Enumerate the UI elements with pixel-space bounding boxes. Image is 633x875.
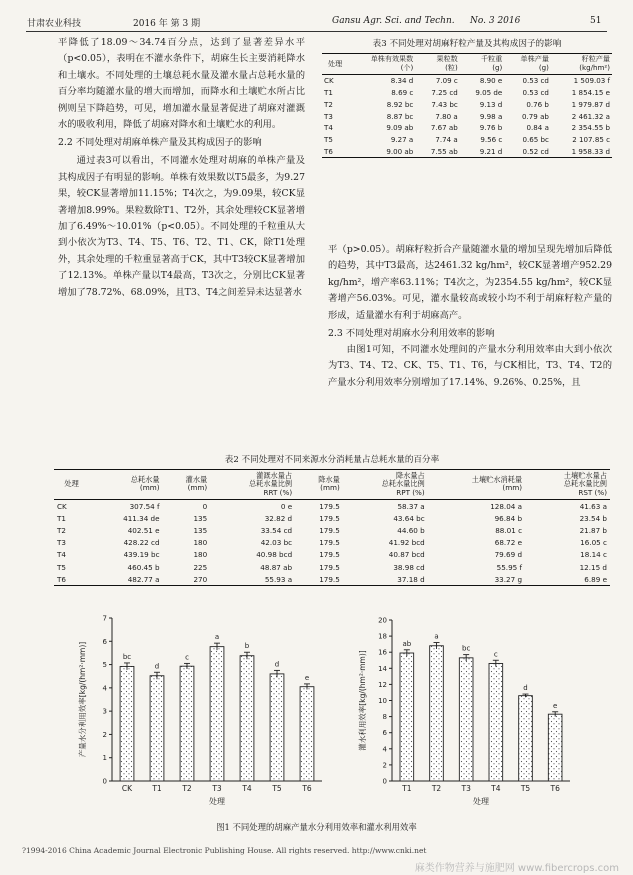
- table3-header-1: 单株有效果数 (个): [348, 54, 415, 75]
- watermark: 麻类作物营养与施肥网 www.fibercrops.com: [414, 863, 619, 874]
- table-cell: 9.21 d: [460, 145, 505, 157]
- table-row: [54, 499, 610, 512]
- bar: [519, 696, 533, 781]
- right-para-1: 平（p>0.05）。胡麻籽粒折合产量随灌水量的增加呈现先增加后降低的趋势，其中T3最高，达2461.32 kg/hm²，较CK显著增产952.29 kg/hm²，增产率63.11%；T4次之，为2354.55 kg/hm²，较CK显著增产56.03%。可见，灌水量较高或较小均不利于胡麻籽粒产量的形成，适量灌水有利于胡麻高产。: [328, 244, 612, 321]
- table-row: [322, 87, 612, 99]
- table-cell: 88.01 c: [495, 525, 523, 535]
- table-row: [322, 98, 612, 110]
- x-tick-label: T3: [212, 784, 222, 793]
- table3-header-4: 单株产量 (g): [504, 54, 551, 75]
- bar: [120, 666, 134, 781]
- table-cell: 68.72 e: [494, 538, 523, 548]
- y-tick-label: 16: [378, 648, 387, 657]
- table2-block: [54, 453, 610, 586]
- table2-title: 表2 不同处理对不同来源水分消耗量占总耗水量的百分率: [224, 455, 440, 465]
- table-cell: 9.05 de: [475, 87, 503, 97]
- x-tick-label: T2: [431, 784, 442, 793]
- table-cell: 41.63 a: [579, 501, 607, 511]
- chart-irrigation-wue: [357, 617, 570, 807]
- table3-header-2: 果粒数 (粒): [415, 54, 460, 75]
- table-cell: 8.34 d: [390, 76, 414, 86]
- table2: [54, 469, 610, 586]
- issue-en: No. 3 2016: [470, 16, 521, 26]
- table-cell: 7.74 a: [435, 135, 458, 145]
- table-cell: 7.09 c: [435, 76, 458, 86]
- table-cell: CK: [324, 76, 334, 86]
- table-cell: 460.45 b: [127, 562, 160, 572]
- significance-letter: c: [493, 650, 498, 659]
- table-cell: 2 354.55 b: [571, 123, 610, 133]
- table-cell: 12.15 d: [579, 562, 607, 572]
- bar: [548, 714, 562, 781]
- table-cell: T1: [57, 513, 66, 523]
- table2-header-0: 处理: [54, 470, 89, 500]
- table-cell: 8.90 e: [479, 76, 503, 86]
- significance-letter: a: [434, 632, 439, 641]
- table-cell: 18.14 c: [580, 550, 607, 560]
- table-cell: 79.69 d: [494, 550, 523, 560]
- significance-letter: d: [523, 684, 528, 693]
- table-cell: 179.5: [319, 550, 340, 560]
- table-cell: 402.51 e: [127, 525, 160, 535]
- y-tick-label: 20: [378, 616, 387, 625]
- table-cell: T5: [57, 562, 66, 572]
- table-row: [322, 134, 612, 146]
- table-cell: 9.00 ab: [348, 145, 415, 157]
- table-cell: 0.65 bc: [522, 135, 549, 145]
- table-cell: 7.43 bc: [431, 99, 458, 109]
- table2-header-5: 降水量占 总耗水量比例 RPT (%): [343, 470, 428, 500]
- y-tick-label: 2: [382, 761, 387, 770]
- significance-letter: e: [304, 673, 310, 682]
- table-row: [54, 537, 610, 549]
- journal-name-en: Gansu Agr. Sci. and Techn.: [332, 16, 455, 26]
- significance-letter: bc: [122, 652, 132, 661]
- table3-title: 表3 不同处理对胡麻籽粒产量及其构成因子的影响: [372, 39, 562, 49]
- y-tick-label: 18: [378, 632, 387, 641]
- table-row: [322, 145, 612, 157]
- table-cell: 0.52 cd: [504, 145, 551, 157]
- table-cell: 96.84 b: [494, 513, 523, 523]
- table-cell: 44.60 b: [397, 525, 425, 535]
- journal-name-cn: 甘肃农业科技: [27, 19, 82, 29]
- figure1-caption: 图1 不同处理的胡麻产量水分利用效率和灌水利用效率: [216, 822, 417, 832]
- y-tick-label: 10: [378, 697, 387, 705]
- table-cell: 0.53 cd: [522, 76, 549, 86]
- table-cell: 428.22 cd: [123, 538, 160, 548]
- table-cell: 40.98 bcd: [256, 550, 293, 560]
- y-tick-label: 4: [102, 684, 107, 693]
- left-para-1: 平降低了18.09～34.74百分点，达到了显著差异水平（p<0.05），表明在不灌水条件下，胡麻生长主要消耗降水和土壤水。不同处理的土壤总耗水量及灌水量占总耗水量的百分率均随灌水量的增大而增加，而降水和土壤贮水所占比例则呈下降趋势，可见，增加灌水量显著促进了胡麻对灌溉水的吸收利用，降低了胡麻对降水和土壤贮水的利用。: [58, 37, 305, 131]
- table-cell: 135: [193, 513, 208, 523]
- table-row: [322, 74, 612, 86]
- table-cell: 8.69 c: [391, 87, 414, 97]
- table-cell: T4: [57, 550, 66, 560]
- table-cell: 270: [163, 573, 211, 586]
- x-axis-title: 处理: [209, 797, 225, 806]
- right-column: [328, 242, 612, 391]
- bar: [430, 646, 444, 781]
- table-cell: 42.03 bc: [260, 538, 293, 548]
- x-tick-label: T1: [152, 784, 162, 793]
- table-cell: 307.54 f: [129, 501, 160, 511]
- table-cell: 0.84 a: [526, 123, 549, 133]
- table-cell: 58.37 a: [397, 501, 425, 511]
- table-cell: 9.56 c: [480, 135, 503, 145]
- left-column: [58, 35, 305, 301]
- section-2-3-heading: 2.3 不同处理对胡麻水分利用效率的影响: [328, 328, 495, 340]
- table-cell: 7.67 ab: [430, 123, 458, 133]
- table2-header-3: 灌溉水量占 总耗水量比例 RRT (%): [210, 470, 295, 500]
- table-cell: 2 461.32 a: [571, 111, 610, 121]
- table-cell: 2 107.85 c: [572, 135, 610, 145]
- significance-letter: b: [244, 642, 250, 651]
- table3-block: [322, 37, 612, 158]
- table-row: [54, 524, 610, 536]
- table-cell: 411.34 de: [123, 513, 160, 523]
- bar: [459, 658, 473, 781]
- table-cell: 179.5: [319, 501, 340, 511]
- table-row: [322, 110, 612, 122]
- y-tick-label: 1: [102, 754, 107, 763]
- x-tick-label: T2: [182, 784, 192, 793]
- y-axis-title: 产量水分利用效率[kg/(hm²·mm)]: [78, 641, 87, 758]
- x-tick-label: CK: [121, 784, 133, 793]
- x-tick-label: T3: [461, 784, 471, 793]
- table-cell: 1 854.15 e: [571, 87, 610, 97]
- table-cell: T2: [57, 525, 66, 535]
- table-cell: 9.09 ab: [386, 123, 414, 133]
- table-cell: 16.05 c: [580, 538, 607, 548]
- y-axis-title: 灌水利用效率[kg/(hm²·mm)]: [358, 650, 367, 751]
- table-cell: 482.77 a: [89, 573, 162, 586]
- table-cell: 180: [193, 538, 208, 548]
- bar: [300, 687, 314, 781]
- table-cell: 38.98 cd: [393, 562, 425, 572]
- table-cell: T6: [54, 573, 89, 586]
- table-cell: 7.25 cd: [431, 87, 458, 97]
- table-cell: 7.55 ab: [415, 145, 460, 157]
- left-para-2: 通过表3可以看出，不同灌水处理对胡麻的单株产量及其构成因子有明显的影响。单株有效果数以T5最多，为9.27果，较CK显著增加11.15%；T4次之，为9.09果，较CK显著增加8.99%。果粒数除T1、T2外，其余处理较CK显著增加了6.49%～10.01%（p<0.05）。不同处理的千粒重从大到小依次为T3、T4、T5、T6、T2、T1、CK，除T1处理外，其余处理的千粒重显著高于CK，其中T3较CK显著增加了12.13%。单株产量以T4最高，T3次之，分别比CK显著增加了78.72%、68.09%，且T3、T4之间差异未达显著水: [58, 155, 305, 298]
- table-cell: 179.5: [295, 573, 343, 586]
- table-cell: 0 e: [280, 501, 293, 511]
- y-tick-label: 4: [382, 745, 387, 754]
- y-tick-label: 5: [102, 661, 107, 670]
- table3-header-0: 处理: [322, 54, 348, 75]
- significance-letter: bc: [462, 644, 471, 653]
- table-cell: CK: [57, 501, 67, 511]
- table2-header-6: 土壤贮水消耗量 (mm): [428, 470, 525, 500]
- issue-cn: 2016 年 第 3 期: [133, 19, 201, 29]
- x-axis-title: 处理: [473, 797, 489, 806]
- table-cell: 6.89 e: [525, 573, 610, 586]
- table-cell: 135: [193, 525, 208, 535]
- table-cell: 37.18 d: [343, 573, 428, 586]
- significance-letter: d: [154, 662, 160, 671]
- section-2-2-heading: 2.2 不同处理对胡麻单株产量及其构成因子的影响: [58, 137, 262, 149]
- table-cell: 21.87 b: [579, 525, 607, 535]
- table-row: [54, 573, 610, 586]
- table2-header-7: 土壤贮水量占 总耗水量比例 RST (%): [525, 470, 610, 500]
- x-tick-label: T5: [272, 784, 282, 793]
- table-cell: 40.87 bcd: [388, 550, 425, 560]
- table-cell: 179.5: [319, 525, 340, 535]
- table-cell: 9.27 a: [390, 135, 414, 145]
- table-cell: T3: [324, 111, 333, 121]
- table2-header-2: 灌水量 (mm): [163, 470, 211, 500]
- copyright-footer: ?1994-2016 China Academic Journal Electronic Publishing House. All rights reserved. http://www.cnki.net: [22, 846, 427, 855]
- page-number: 51: [590, 16, 602, 26]
- y-tick-label: 6: [102, 637, 107, 646]
- y-tick-label: 2: [102, 730, 107, 739]
- table-cell: 1 979.87 d: [571, 99, 610, 109]
- table-cell: 225: [193, 562, 208, 572]
- significance-letter: c: [185, 653, 189, 662]
- y-tick-label: 6: [382, 729, 387, 738]
- y-tick-label: 0: [382, 777, 387, 786]
- table-cell: 9.13 d: [479, 99, 503, 109]
- significance-letter: e: [553, 701, 558, 710]
- x-tick-label: T5: [520, 784, 531, 793]
- table3: [322, 53, 612, 158]
- table-cell: 439.19 bc: [123, 550, 160, 560]
- table-row: [322, 122, 612, 134]
- table2-header-4: 降水量 (mm): [295, 470, 343, 500]
- table-cell: 179.5: [319, 513, 340, 523]
- table-cell: 1 958.33 d: [551, 145, 612, 157]
- header-rule: [26, 31, 607, 32]
- x-tick-label: T6: [550, 784, 560, 793]
- right-para-2: 由图1可知，不同灌水处理间的产量水分利用效率由大到小依次为T3、T4、T2、CK、T5、T1、T6，与CK相比，T3、T4、T2的产量水分利用效率分别增加了17.14%、9.26%、0.25%，且: [328, 344, 612, 388]
- figure1: [60, 610, 620, 815]
- table-cell: 32.82 d: [264, 513, 293, 523]
- table-cell: T3: [57, 538, 66, 548]
- table-cell: 8.87 bc: [386, 111, 414, 121]
- table-cell: T4: [324, 123, 333, 133]
- table-cell: 1 509.03 f: [573, 76, 610, 86]
- table-row: [54, 512, 610, 524]
- table-cell: T1: [324, 87, 333, 97]
- table-cell: T5: [324, 135, 333, 145]
- bar: [400, 653, 414, 781]
- y-tick-label: 8: [382, 713, 387, 722]
- bar: [270, 674, 284, 781]
- table-cell: 33.27 g: [428, 573, 525, 586]
- table3-header-3: 千粒重 (g): [460, 54, 505, 75]
- table-cell: 55.95 f: [496, 562, 523, 572]
- table-cell: 8.92 bc: [386, 99, 414, 109]
- table-cell: 9.76 b: [479, 123, 503, 133]
- y-tick-label: 12: [378, 680, 387, 689]
- table-cell: 0: [202, 501, 208, 511]
- significance-letter: a: [214, 633, 220, 642]
- table3-header-5: 籽粒产量 (kg/hm²): [551, 54, 612, 75]
- y-tick-label: 7: [102, 614, 107, 623]
- table-cell: 0.53 cd: [522, 87, 549, 97]
- bar: [240, 656, 254, 781]
- table-cell: 180: [193, 550, 208, 560]
- table-cell: 0.79 ab: [522, 111, 549, 121]
- table-cell: 43.64 bc: [393, 513, 425, 523]
- x-tick-label: T4: [491, 784, 501, 793]
- table-cell: 48.87 ab: [260, 562, 293, 572]
- table-cell: 9.98 a: [479, 111, 503, 121]
- table-cell: 7.80 a: [435, 111, 458, 121]
- chart-yield-wue: [77, 615, 322, 807]
- bar: [180, 666, 194, 781]
- table-cell: T6: [322, 145, 348, 157]
- significance-letter: d: [274, 660, 280, 669]
- table-cell: 33.54 cd: [260, 525, 293, 535]
- bar: [210, 647, 224, 781]
- y-tick-label: 14: [378, 664, 387, 673]
- bar: [150, 676, 164, 781]
- x-tick-label: T6: [302, 784, 312, 793]
- table-cell: 41.92 bcd: [388, 538, 425, 548]
- x-tick-label: T4: [242, 784, 252, 793]
- table-cell: 128.04 a: [490, 501, 523, 511]
- table-cell: 0.76 b: [526, 99, 549, 109]
- table-row: [54, 561, 610, 573]
- bar: [489, 663, 503, 781]
- table-row: [54, 549, 610, 561]
- significance-letter: ab: [402, 639, 412, 648]
- table2-header-1: 总耗水量 (mm): [89, 470, 162, 500]
- table-cell: T2: [324, 99, 333, 109]
- x-tick-label: T1: [402, 784, 412, 793]
- y-tick-label: 0: [102, 777, 107, 786]
- table-cell: 23.54 b: [579, 513, 607, 523]
- table-cell: 55.93 a: [210, 573, 295, 586]
- table-cell: 179.5: [319, 562, 340, 572]
- y-tick-label: 3: [102, 707, 107, 716]
- table-cell: 179.5: [319, 538, 340, 548]
